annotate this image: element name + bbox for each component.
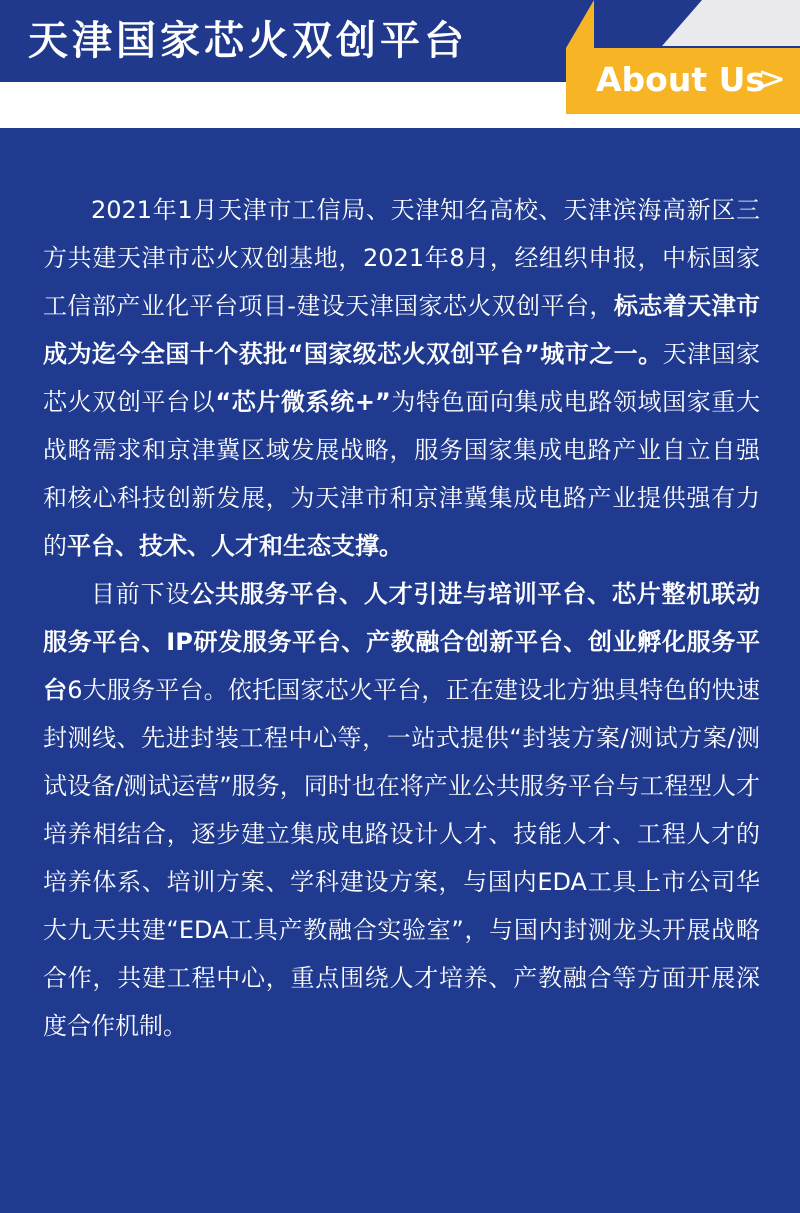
text-run: 2021年1月天津市工信局、天津知名高校、天津滨海高新区三方共建天津市芯火双创基地，2021年8月，经组织申报，中标国家工信部产业化平台项目-建设天津国家芯火双创平台， — [43, 196, 760, 320]
text-run: 目前下设 — [91, 580, 191, 608]
text-run: 为特色面向集成电路领域国家重大战略需求和京津冀区域发展战略，服务国家集成电路产业自立自强和核心科技创新发展，为天津市和京津冀集成电路产业提供强有力的 — [43, 388, 761, 560]
paragraph-1 — [43, 186, 760, 570]
chevron-right-icon: > — [757, 59, 786, 99]
paragraph-2 — [43, 570, 760, 1050]
highlight-text: 标志着天津市成为迄今全国十个获批“国家级芯火双创平台”城市之一。 — [43, 292, 761, 368]
highlight-text: 公共服务平台、人才引进与培训平台、芯片整机联动服务平台、IP研发服务平台、产教融合创新平台、创业孵化服务平台 — [43, 580, 761, 704]
about-us-badge[interactable] — [566, 48, 800, 114]
article-body — [43, 186, 760, 1050]
page-title: 天津国家芯火双创平台 — [28, 18, 468, 64]
about-us-label: About Us — [596, 60, 766, 99]
text-run: 6大服务平台。依托国家芯火平台，正在建设北方独具特色的快速封测线、先进封装工程中心等，一站式提供“封装方案/测试方案/测试设备/测试运营”服务，同时也在将产业公共服务平台与工程型人才培养相结合，逐步建立集成电路设计人才、技能人才、工程人才的培养体系、培训方案、学科建设方案，与国内EDA工具上市公司华大九天共建“EDA工具产教融合实验室”，与国内封测龙头开展战略合作，共建工程中心，重点围绕人才培养、产教融合等方面开展深度合作机制。 — [43, 676, 760, 1040]
highlight-text: 平台、技术、人才和生态支撑。 — [67, 532, 403, 560]
text-run: 天津国家芯火双创平台以 — [43, 340, 761, 416]
corner-decoration — [662, 0, 800, 46]
highlight-text: “芯片微系统+” — [215, 388, 391, 416]
